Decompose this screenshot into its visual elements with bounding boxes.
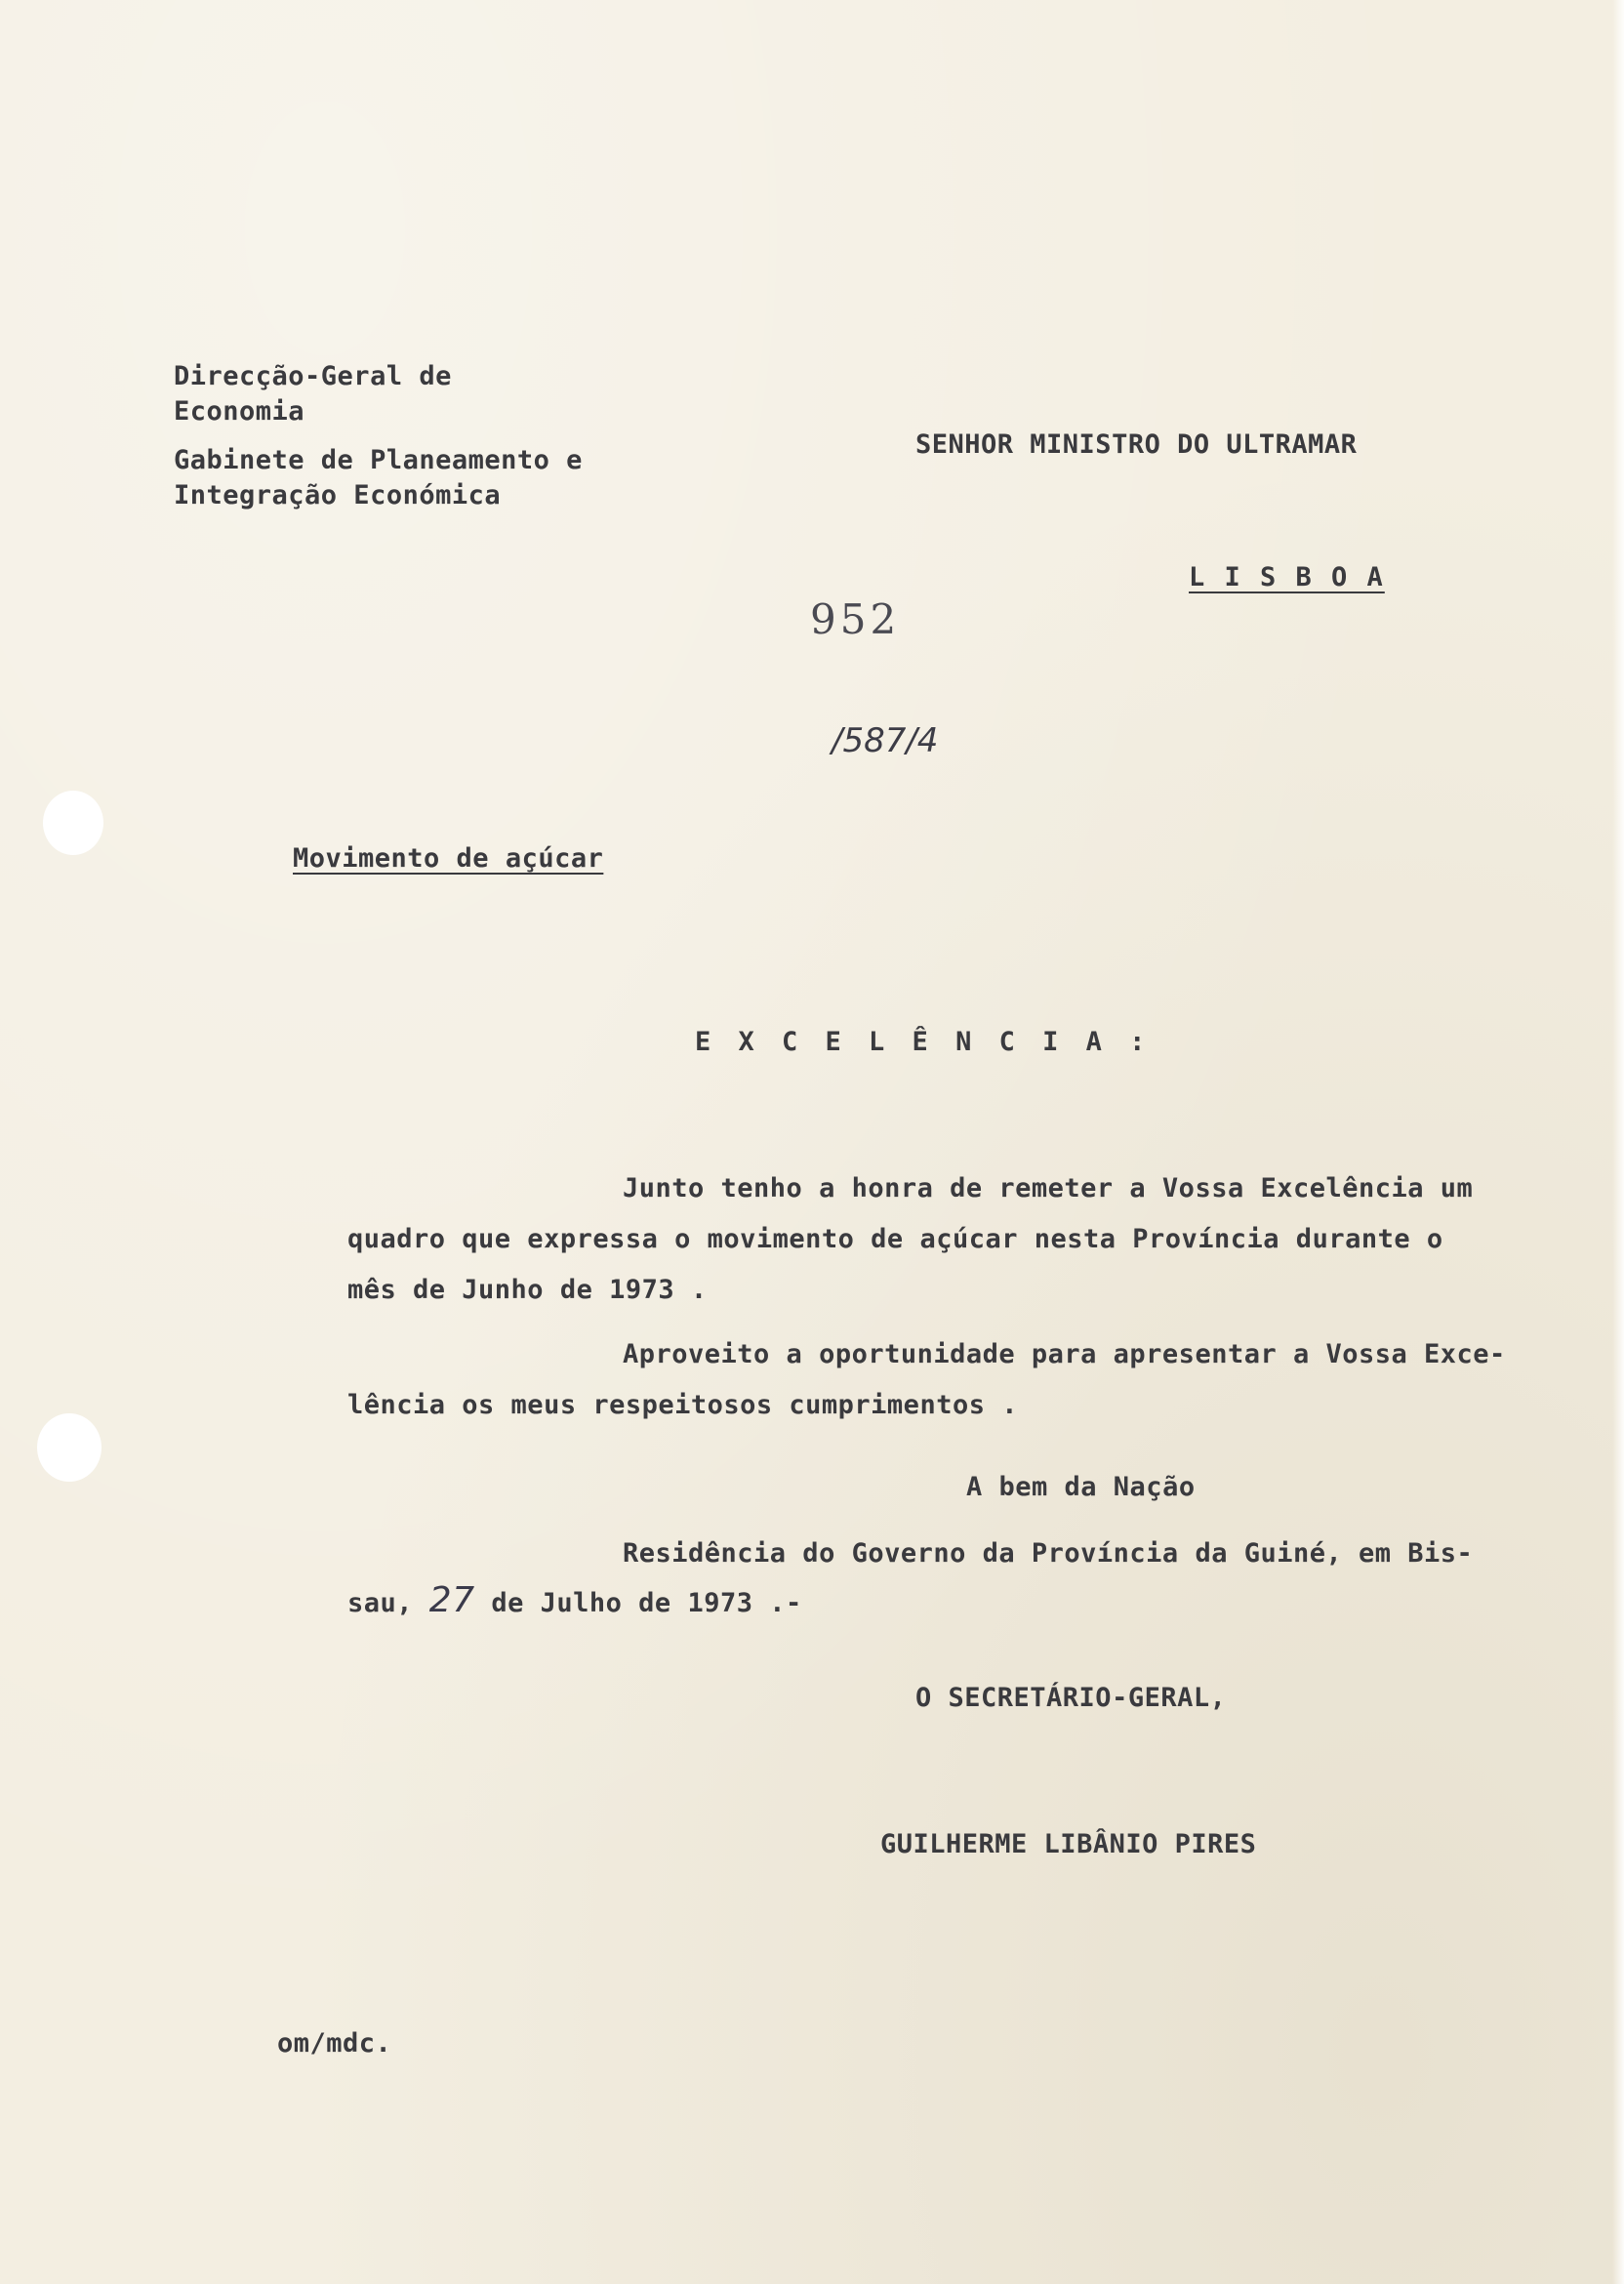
body-p1-line1: Junto tenho a honra de remeter a Vossa Excelência um [623,1173,1474,1203]
handwritten-day: 27 [428,1580,475,1620]
reference-code: /587/4 [832,721,939,760]
place-line-2-prefix: sau, [347,1588,414,1618]
signature-name: GUILHERME LIBÂNIO PIRES [880,1829,1257,1859]
body-p1-line2: quadro que expressa o movimento de açúcar nesta Província durante o [347,1224,1443,1254]
sender-line-3: Gabinete de Planeamento e [174,445,583,475]
paper-edge [1612,0,1624,2284]
registry-number: 952 [810,595,901,643]
sender-line-4: Integração Económica [174,480,502,510]
addressee-title: SENHOR MINISTRO DO ULTRAMAR [915,429,1358,460]
body-p2-line1: Aproveito a oportunidade para apresentar a Vossa Exce- [623,1339,1506,1369]
place-line-2 [347,1580,802,1620]
sender-line-1: Direcção-Geral de [174,361,452,391]
salutation: E X C E L Ê N C I A : [695,1027,1152,1057]
addressee-city: L I S B O A [1189,562,1385,592]
body-p1-line3: mês de Junho de 1973 . [347,1275,708,1305]
closing-motto: A bem da Nação [966,1472,1196,1502]
subject-line: Movimento de açúcar [293,843,604,874]
sender-line-2: Economia [174,396,305,427]
punch-hole-bottom [37,1413,102,1482]
body-p2-line2: lência os meus respeitosos cumprimentos . [347,1390,1018,1420]
punch-hole-top [43,791,103,855]
place-line-1: Residência do Governo da Província da Guiné, em Bis- [623,1538,1474,1569]
signature-role: O SECRETÁRIO-GERAL, [915,1683,1227,1713]
place-line-2-suffix: de Julho de 1973 .- [491,1588,802,1618]
typist-initials: om/mdc. [277,2028,392,2059]
